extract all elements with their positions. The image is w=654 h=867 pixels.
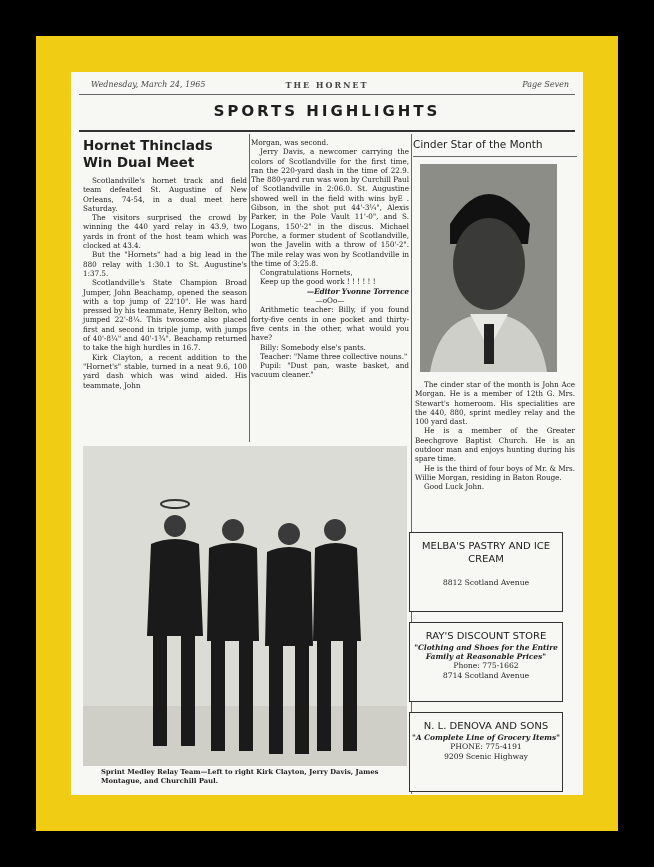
story-paragraph: Scotlandville's State Champion Broad Jumper, John Beachamp, opened the season with a top jump of 22'10". He was hard pressed by his teammate, Henry Belton, who jumped 22'-8¼. This twosome also placed first and second in triple jump, with jumps of 40'-8¼" and 40'-1¾". Beachamp returned to take the high hurdles in 16.7. (83, 278, 247, 353)
story-headline (83, 138, 247, 172)
column-rule (249, 134, 250, 442)
ad-slogan: "A Complete Line of Grocery Items" (412, 733, 560, 742)
editor-signature: —Editor Yvonne Torrence (306, 286, 409, 296)
ad-denova-and-sons (409, 712, 563, 792)
story-paragraph: Congratulations Hornets, (260, 268, 353, 278)
ad-slogan: "Clothing and Shoes for the Entire Family at Reasonable Prices" (414, 643, 558, 661)
story-column (83, 138, 247, 390)
story-continued-column (251, 138, 409, 380)
story-paragraph: Kirk Clayton, a recent addition to the "Hornet's" stable, turned in a neat 9.6, 100 yard dash which was wind aided. His teammate, John (83, 352, 247, 390)
photo-caption: Sprint Medley Relay Team—Left to right Kirk Clayton, Jerry Davis, James Montague, and Churchill Paul. (101, 768, 379, 785)
section-title: SPORTS HIGHLIGHTS (213, 102, 441, 120)
ad-rays-discount (409, 622, 563, 702)
story-paragraph: Scotlandville's hornet track and field team defeated St. Augustine of New Orleans, 74-54, in a dual meet here Saturday. (83, 176, 247, 213)
cinder-star-heading: Cinder Star of the Month (413, 139, 543, 151)
relay-team-photo (83, 446, 407, 766)
joke-line: Teacher: "Name three collective nouns." (260, 351, 408, 361)
story-paragraph: Jerry Davis, a newcomer carrying the colors of Scotlandville for the first time, ran the 220-yard dash in the time of 22.9. The 880-yard run was won by Curchill Paul of Scotlandville in 2:06.0. St. Augustine showed well in the field with wins byE . Gibson, in the shot put 44'-3¼", Alexis Parker, in the Pole Vault 11'-0", and S. Logans, 150'-2" in the discus. Michael Porche, a former student of Scotlandville, won the Javelin with a throw of 150'-2". The mile relay was won by Scotlandville in the time of 3:25.8. (251, 147, 409, 268)
ad-phone: PHONE: 775-4191 (450, 742, 522, 751)
ad-address: 8812 Scotland Avenue (442, 578, 530, 587)
story-paragraph: The visitors surprised the crowd by winning the 440 yard relay in 43.9, two yards in front of the host team which was clocked at 43.4. (83, 213, 247, 251)
story-paragraph: But the "Hornets" had a big lead in the 880 relay with 1:30.1 to St. Augustine's 1:37.5. (83, 250, 247, 278)
newspaper-page (71, 72, 583, 795)
masthead-date: Wednesday, March 24, 1965 (91, 80, 206, 89)
ad-address: 8714 Scotland Avenue (442, 671, 530, 680)
ad-name: RAY'S DISCOUNT STORE (425, 631, 547, 642)
ad-address: 9209 Scenic Highway (444, 752, 528, 761)
joke-line: Pupil: "Dust pan, waste basket, and vacuum cleaner." (251, 361, 409, 380)
masthead-rule (79, 94, 575, 95)
cinder-paragraph: The cinder star of the month is John Ace Morgan. He is a member of 12th G. Mrs. Stewart's homeroom. His specialities are the 440, 880, sprint medley relay and the 100 yard dast. (415, 380, 575, 427)
joke-line: Arithmetic teacher: Billy, if you found forty-five cents in one pocket and thirty-five cents in the other, what would you have? (251, 305, 409, 343)
story-paragraph: Keep up the good work ! ! ! ! ! ! (260, 277, 376, 287)
section-rule (79, 130, 575, 132)
cinder-paragraph: He is a member of the Greater Beechgrove Baptist Church. He is an outdoor man and enjoys hunting during his spare time. (415, 426, 575, 464)
ad-name: MELBA'S PASTRY AND ICE CREAM (421, 541, 551, 565)
ad-melbas-pastry (409, 532, 563, 612)
joke-line: Billy: Somebody else's pants. (260, 342, 366, 352)
divider: —oOo— (315, 296, 345, 306)
cinder-rule (413, 156, 577, 157)
story-paragraph: Morgan, was second. (251, 138, 329, 147)
ad-phone: Phone: 775-1662 (453, 661, 519, 670)
cinder-paragraph: He is the third of four boys of Mr. & Mrs. Willie Morgan, residing in Baton Rouge. (415, 463, 575, 482)
relay-team-illustration (83, 446, 407, 766)
cinder-star-portrait (420, 164, 557, 372)
masthead (71, 80, 583, 94)
cinder-paragraph: Good Luck John. (424, 482, 485, 492)
headline-line-1: Hornet Thinclads (83, 138, 213, 154)
cinder-star-story (415, 380, 575, 492)
masthead-paper-name: THE HORNET (285, 80, 369, 90)
masthead-page-number: Page Seven (522, 80, 569, 89)
headline-line-2: Win Dual Meet (83, 155, 195, 171)
ad-name: N. L. DENOVA AND SONS (423, 721, 549, 732)
